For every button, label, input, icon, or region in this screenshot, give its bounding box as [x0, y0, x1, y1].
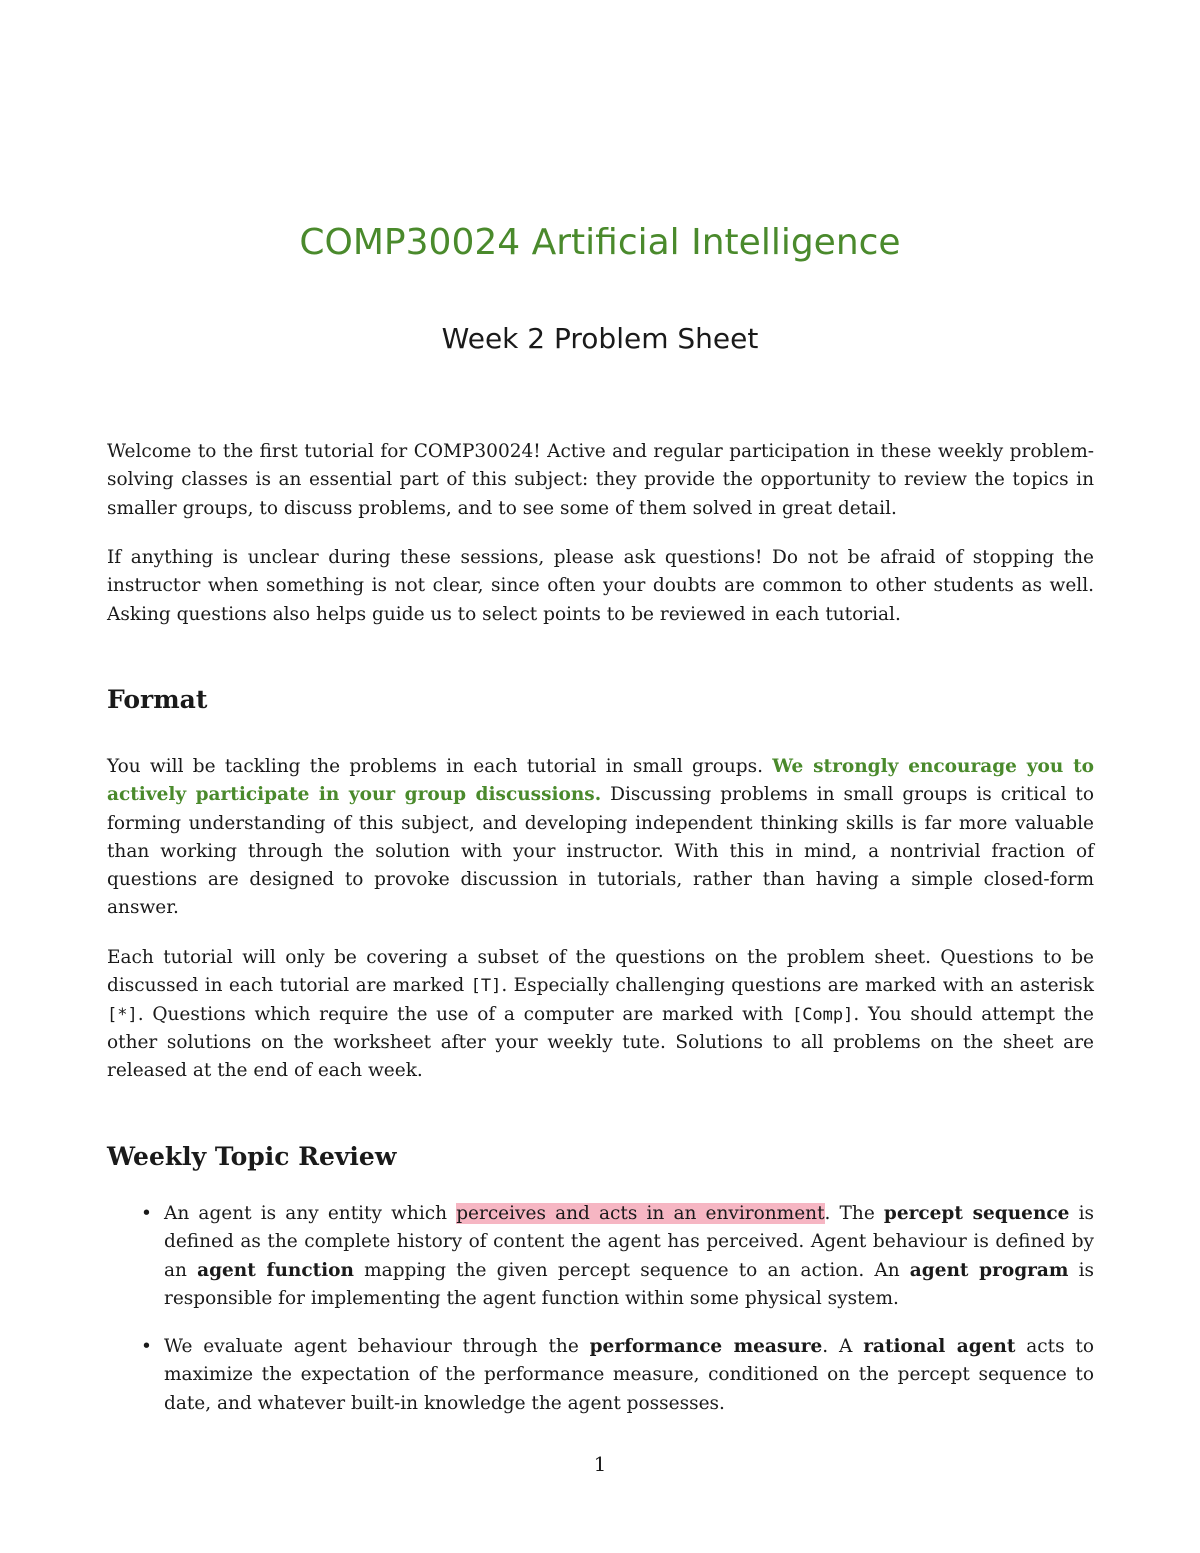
term-percept-sequence: percept sequence — [883, 1203, 1070, 1224]
review-bullet-list — [107, 1200, 1094, 1438]
list-item: • An agent is any entity which perceives and acts in an environment. The percept sequence is defined as the complete history of content the agent has perceived. Agent behaviour is defined by an agent function mapping the given percept sequence to an action. An agent program is responsible for implementing the agent function within some physical system. — [107, 1200, 1094, 1313]
intro-paragraph-2: If anything is unclear during these sessions, please ask questions! Do not be afraid of stopping the instructor when something is not clear, since often your doubts are common to other students as well. Asking questions also helps guide us to select points to be reviewed in each tutorial. — [107, 547, 1094, 625]
document-title: COMP30024 Artificial Intelligence — [299, 222, 901, 263]
tag-challenging: [*] — [107, 1004, 138, 1025]
highlighted-text: perceives and acts in an environment — [456, 1203, 825, 1224]
format-p2-text-b: . Especially challenging questions are marked with an asterisk — [501, 975, 1094, 997]
format-p1-text-a: You will be tackling the problems in each tutorial in small groups. — [107, 756, 773, 777]
page-number: 1 — [593, 1452, 607, 1476]
intro-paragraph-1: Welcome to the first tutorial for COMP30024! Active and regular participation in these weekly problem-solving classes is an essential part of this subject: they provide the opportunity to review the topics in smaller groups, to discuss problems, and to see some of them solved in great detail. — [107, 441, 1094, 519]
format-p2-text-d: . You should attempt the other solutions on the worksheet after your weekly tute. Solutions to all problems on the sheet are released at the end of each week. — [107, 1003, 1094, 1082]
bullet-icon: • — [141, 1336, 152, 1358]
term-performance-measure: performance measure — [589, 1336, 823, 1358]
format-paragraph-2 — [107, 944, 1094, 1085]
format-heading: Format — [107, 685, 208, 714]
format-p2-text-a: Each tutorial will only be covering a subset of the questions on the problem sheet. Questions to be discussed in each tutorial are marked — [107, 947, 1094, 997]
tag-tutorial: [T] — [470, 976, 502, 997]
bullet-icon: • — [141, 1203, 152, 1224]
term-rational-agent: rational agent — [863, 1336, 1016, 1358]
format-p2-text-c: . Questions which require the use of a computer are marked with — [137, 1003, 792, 1025]
weekly-review-heading: Weekly Topic Review — [107, 1142, 397, 1171]
format-p1-text-b: Discussing problems in small groups is critical to forming understanding of this subject, and developing independent thinking skills is far more valuable than working through the solution with your instructor. With this in mind, a nontrivial fraction of questions are designed to provoke discussion in tutorials, rather than having a simple closed-form answer. — [107, 784, 1094, 919]
term-agent-function: agent function — [197, 1259, 354, 1281]
document-subtitle: Week 2 Problem Sheet — [441, 322, 759, 355]
list-item: • We evaluate agent behaviour through the performance measure. A rational agent acts to maximize the expectation of the performance measure, conditioned on the percept sequence to date, and whatever built-in knowledge the agent possesses. — [107, 1333, 1094, 1418]
format-emphasis: We strongly encourage you to actively participate in your group discussions. — [107, 756, 1095, 806]
tag-computer: [Comp] — [791, 1004, 854, 1025]
term-agent-program: agent program — [909, 1259, 1069, 1281]
format-paragraph-1 — [107, 753, 1094, 923]
